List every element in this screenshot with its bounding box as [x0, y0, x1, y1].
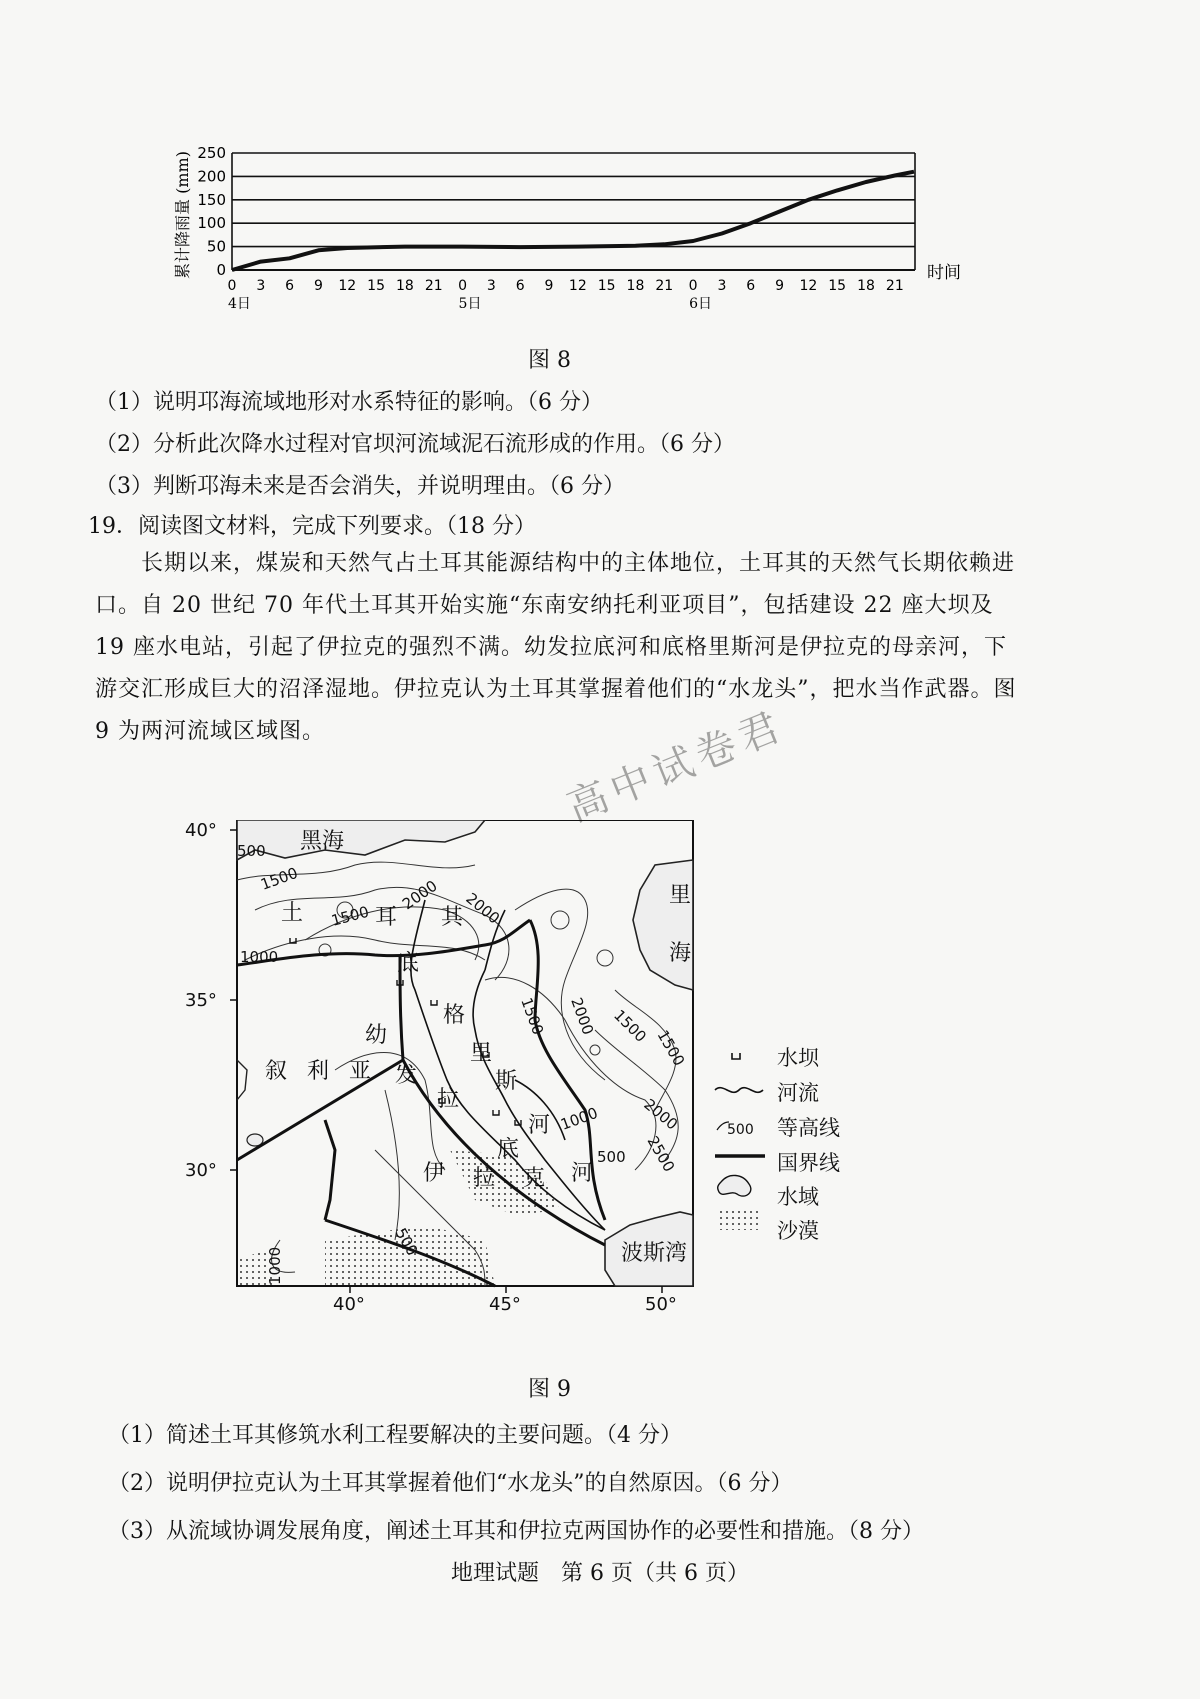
map-legend — [715, 1046, 840, 1243]
label-euphrates-5: 河 — [571, 1161, 594, 1186]
legend-water-label: 水域 — [777, 1185, 819, 1209]
rainfall-chart — [170, 135, 1070, 350]
label-tigris-5: 河 — [528, 1113, 551, 1138]
lat-label-30: 30° — [185, 1160, 217, 1181]
x-tick-label: 0 — [458, 278, 468, 294]
contour-label: 500 — [391, 1225, 422, 1259]
legend-desert-label: 沙漠 — [777, 1219, 819, 1243]
day-label: 5日 — [458, 296, 482, 312]
q19-title: 19．阅读图文材料，完成下列要求。（18 分） — [88, 514, 536, 539]
x-tick-label: 3 — [256, 278, 266, 294]
watermark-text: 高中试卷君 — [561, 702, 792, 832]
q19-item-3: （3）从流域协调发展角度，阐述土耳其和伊拉克两国协作的必要性和措施。（8 分） — [108, 1519, 924, 1544]
contour-label: 2500 — [643, 1133, 679, 1176]
legend-contour-value: 500 — [727, 1122, 754, 1138]
x-tick-label: 18 — [857, 278, 875, 294]
q19-material — [95, 543, 1025, 753]
x-tick-label: 0 — [688, 278, 698, 294]
black-sea-shape — [237, 820, 485, 860]
legend-border-label: 国界线 — [777, 1151, 840, 1175]
x-tick-label: 9 — [775, 278, 785, 294]
legend-river-label: 河流 — [777, 1081, 819, 1105]
label-iraq-2: 拉 — [473, 1166, 496, 1191]
x-tick-label: 6 — [746, 278, 756, 294]
label-syria-1: 叙 — [265, 1059, 288, 1084]
contour-label: 1500 — [653, 1027, 689, 1070]
q18-item-3: （3）判断邛海未来是否会消失，并说明理由。（6 分） — [95, 474, 625, 499]
y-axis-label: 累计降雨量 (mm) — [173, 151, 192, 279]
legend-dam-label: 水坝 — [777, 1046, 819, 1070]
x-tick-label: 3 — [717, 278, 727, 294]
dam-legend-icon — [732, 1053, 740, 1059]
label-persian-gulf: 波斯湾 — [621, 1241, 688, 1266]
contour-label: 1000 — [240, 948, 279, 966]
x-tick-label: 12 — [568, 278, 587, 294]
label-tigris-3: 里 — [470, 1041, 493, 1066]
lat-label-40: 40° — [185, 820, 217, 841]
contour-rings — [319, 902, 613, 1055]
x-tick-label: 6 — [285, 278, 295, 294]
lon-label-40: 40° — [333, 1294, 365, 1315]
x-tick-label: 6 — [515, 278, 525, 294]
contour-label: 500 — [237, 842, 266, 860]
label-turkey-1: 土 — [281, 901, 304, 926]
caspian-sea-shape — [633, 860, 693, 990]
label-tigris-2: 格 — [443, 1003, 466, 1028]
contour-label: 2000 — [398, 876, 441, 914]
x-tick-label: 21 — [424, 278, 443, 294]
x-tick-label: 12 — [338, 278, 357, 294]
y-tick-label: 50 — [206, 237, 226, 256]
label-euphrates-1: 幼 — [365, 1023, 388, 1048]
x-tick-label: 3 — [486, 278, 496, 294]
day-label: 6日 — [689, 296, 713, 312]
contour-label: 1500 — [258, 863, 301, 894]
two-rivers-map — [185, 820, 895, 1340]
x-tick-label: 0 — [227, 278, 237, 294]
x-tick-label: 21 — [885, 278, 904, 294]
x-tick-label: 18 — [626, 278, 645, 294]
q19-item-1: （1）简述土耳其修筑水利工程要解决的主要问题。（4 分） — [108, 1423, 682, 1448]
q19-item-2: （2）说明伊拉克认为土耳其掌握着他们“水龙头”的自然原因。（6 分） — [108, 1471, 793, 1496]
rainfall-series-line — [232, 172, 914, 270]
lon-label-45: 45° — [489, 1294, 521, 1315]
label-black-sea: 黑海 — [300, 829, 345, 854]
label-syria-2: 利 — [307, 1059, 330, 1084]
q18-item-1: （1）说明邛海流域地形对水系特征的影响。（6 分） — [95, 390, 603, 415]
fig8-caption: 图 8 — [528, 348, 571, 373]
x-tick-label: 18 — [395, 278, 414, 294]
lon-label-50: 50° — [645, 1294, 677, 1315]
contour-label: 2000 — [567, 995, 598, 1038]
x-tick-label: 15 — [597, 278, 616, 294]
label-caspian-1: 里 — [669, 883, 692, 908]
label-turkey-3: 其 — [441, 905, 464, 930]
page-footer: 地理试题 第 6 页（共 6 页） — [451, 1561, 749, 1586]
x-tick-label: 15 — [367, 278, 386, 294]
lat-label-35: 35° — [185, 990, 217, 1011]
fig9-caption: 图 9 — [528, 1377, 571, 1402]
desert-legend-icon — [719, 1210, 761, 1230]
water-legend-icon — [718, 1175, 751, 1196]
label-syria-3: 亚 — [349, 1059, 372, 1084]
q18-item-2: （2）分析此次降水过程对官坝河流域泥石流形成的作用。（6 分） — [95, 432, 735, 457]
mediterranean-coast — [237, 1060, 247, 1100]
label-euphrates-3: 拉 — [437, 1087, 460, 1112]
label-euphrates-4: 底 — [397, 951, 420, 976]
x-tick-label: 15 — [828, 278, 847, 294]
day-label: 4日 — [228, 296, 251, 312]
label-euphrates-2: 发 — [395, 1063, 418, 1088]
label-tigris-4: 斯 — [495, 1069, 518, 1094]
x-tick-label: 12 — [799, 278, 818, 294]
contour-label: 2000 — [640, 1095, 682, 1134]
y-tick-label: 200 — [197, 167, 226, 186]
contour-label: 1000 — [558, 1103, 601, 1134]
contour-label: 1000 — [266, 1246, 284, 1285]
label-iraq-3: 克 — [523, 1166, 546, 1191]
contour-label: 1500 — [610, 1006, 650, 1046]
x-axis-label: 时间 — [927, 263, 961, 283]
x-tick-label: 21 — [655, 278, 674, 294]
label-turkey-2: 耳 — [375, 905, 398, 930]
label-caspian-2: 海 — [669, 941, 692, 966]
label-iraq-1: 伊 — [423, 1161, 446, 1186]
label-tigris-1: 底 — [497, 1137, 520, 1162]
x-tick-label: 9 — [313, 278, 323, 294]
river-legend-icon — [715, 1088, 763, 1093]
x-tick-label: 9 — [544, 278, 554, 294]
y-tick-label: 250 — [197, 144, 226, 162]
y-tick-label: 150 — [197, 190, 226, 209]
y-tick-label: 100 — [197, 214, 226, 233]
y-tick-label: 0 — [216, 261, 226, 279]
legend-contour-label: 等高线 — [777, 1116, 840, 1140]
contour-label: 1500 — [517, 995, 548, 1038]
q19-paragraph: 长期以来，煤炭和天然气占土耳其能源结构中的主体地位，土耳其的天然气长期依赖进口。自 20 世纪 70 年代土耳其开始实施“东南安纳托利亚项目”，包括建设 22 座大坝及 19 座水电站，引起了伊拉克的强烈不满。幼发拉底河和底格里斯河是伊拉克的母亲河，下游交汇形成巨大的沼泽湿地。伊拉克认为土耳其掌握着他们的“水龙头”，把水当作武器。图 9 为两河流域区域图。 — [95, 551, 1017, 744]
contour-label: 2000 — [462, 889, 504, 928]
map-frame — [237, 820, 693, 1286]
contour-label: 1500 — [329, 902, 371, 930]
contour-label: 500 — [597, 1148, 626, 1166]
